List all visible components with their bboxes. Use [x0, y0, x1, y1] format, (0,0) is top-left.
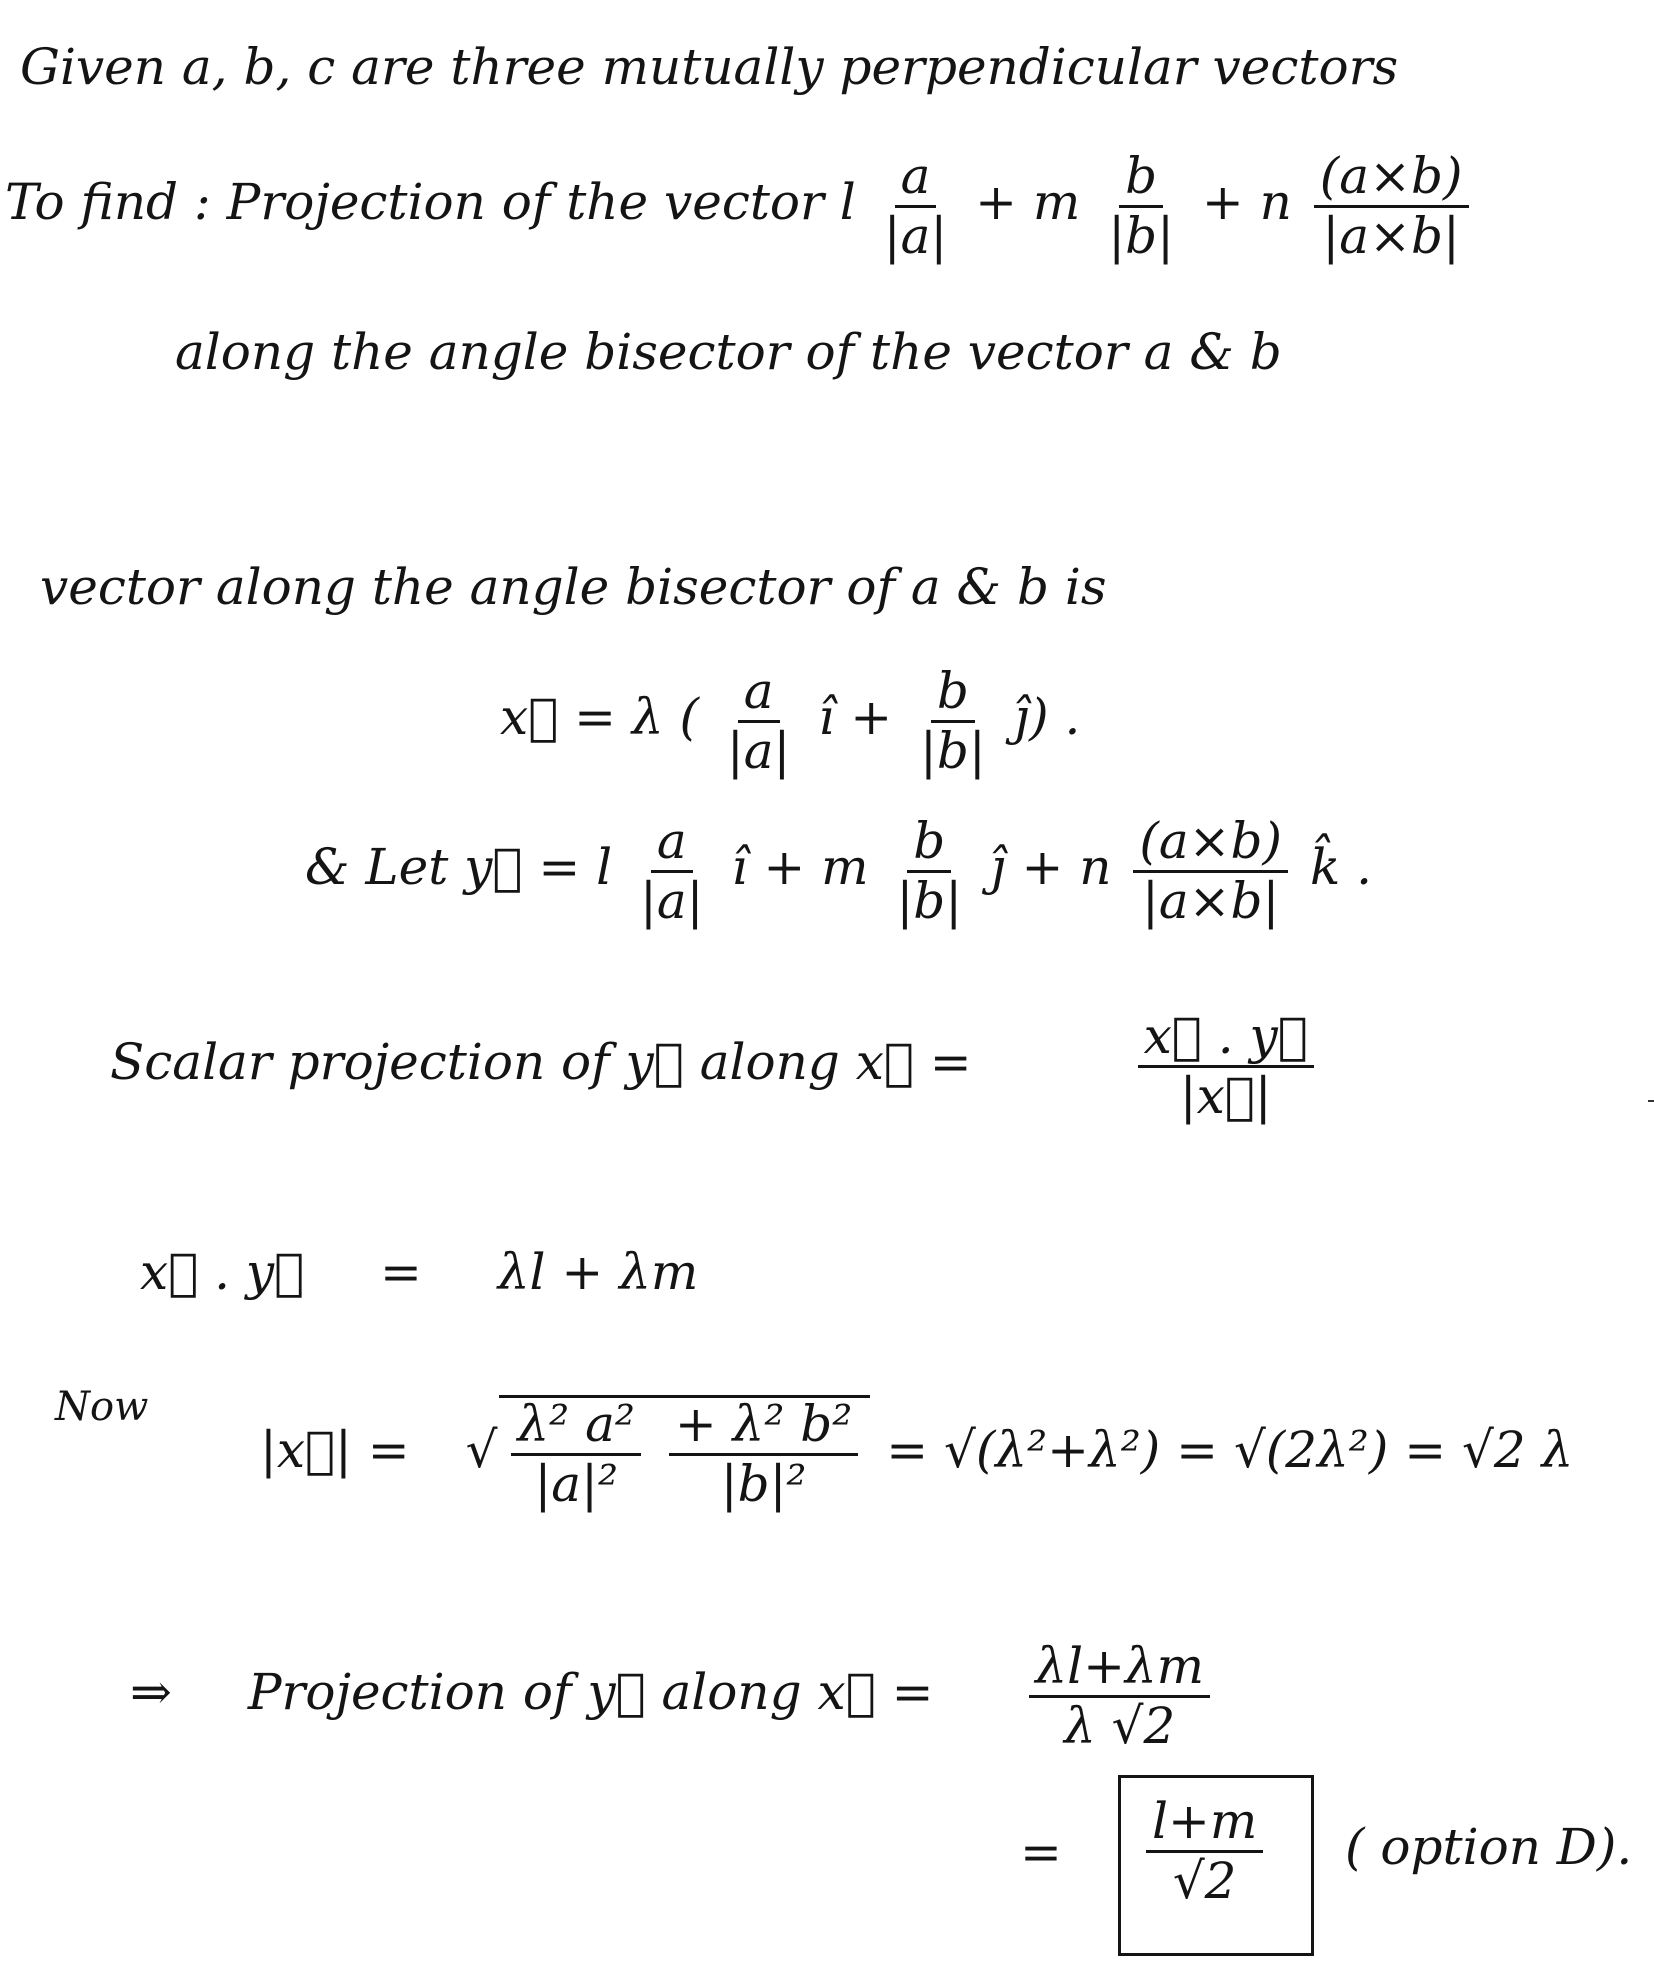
dot-lhs: x⃗ . y⃗ — [140, 1243, 305, 1301]
dot-rhs: λl + λm — [497, 1243, 699, 1301]
to-find-line — [5, 147, 1475, 265]
a-over-mod-a: $\frac{a}{|a|}$ — [883, 147, 948, 265]
answer-frac: $\frac{l+m}{√2}$ — [1146, 1795, 1263, 1907]
let-i: î + m — [731, 838, 869, 896]
scalar-projection-frac: $\frac{x⃗ . y⃗}{|x⃗|}$ — [1138, 1010, 1314, 1122]
along-line — [175, 325, 1282, 380]
margin-tick — [1648, 1100, 1654, 1102]
option-line — [1345, 1820, 1632, 1875]
x-i-hat: î + — [818, 688, 893, 746]
x-rhs-prefix: λ ( — [631, 688, 699, 746]
projection-frac: $\frac{\lambda l+\lambda m}{\lambda √2}$ — [1029, 1640, 1210, 1752]
dot-product-line — [140, 1245, 698, 1300]
dot-eq: = — [380, 1243, 422, 1301]
magnitude-lhs: |x⃗| = — [260, 1421, 410, 1479]
y-a-frac: $\frac{a}{|a|}$ — [640, 812, 704, 930]
to-find-text: Projection of the vector l — [226, 173, 856, 231]
x-vector-line — [500, 662, 1081, 780]
let-y-line — [305, 812, 1373, 930]
mag-term2: $\frac{\text{+ λ² b²}}{\text{|b|²}}$ — [669, 1398, 858, 1510]
now-label-line — [55, 1385, 148, 1429]
answer-eq: = — [1020, 1823, 1062, 1881]
along-text: along the angle bisector of the vector a & b — [175, 323, 1282, 381]
x-lhs: x⃗ = — [500, 688, 616, 746]
magnitude-rest: = √(λ²+λ²) = √(2λ²) = √2 λ — [886, 1421, 1574, 1479]
y-axb-frac: $\frac{(a\times b)}{|a\times b|}$ — [1133, 815, 1288, 927]
implies-arrow-icon: ⇒ — [130, 1663, 172, 1721]
projection-text: Projection of y⃗ along x⃗ = — [247, 1663, 934, 1721]
plus-n: + n — [1201, 173, 1292, 231]
bisector-intro-text: vector along the angle bisector of a & b is — [40, 558, 1107, 616]
x-b-frac: $\frac{b}{|b|}$ — [920, 662, 986, 780]
let-lhs: & Let y⃗ = l — [305, 838, 613, 896]
mag-term1: $\frac{\text{λ² a²}}{\text{|a|²}}$ — [511, 1398, 640, 1510]
projection-line — [130, 1637, 1216, 1755]
scalar-projection-line — [110, 1007, 1320, 1125]
let-j: ĵ + n — [990, 838, 1112, 896]
magnitude-radicand — [499, 1395, 870, 1513]
x-a-frac: $\frac{a}{|a|}$ — [726, 662, 791, 780]
x-j-hat: ĵ) . — [1013, 688, 1081, 746]
sqrt-icon: √ — [465, 1421, 498, 1479]
axb-over-mod-axb: $\frac{(a\times b)}{|a\times b|}$ — [1314, 150, 1469, 262]
answer-frac-line — [1140, 1792, 1269, 1910]
to-find-label: To find : — [5, 173, 211, 231]
plus-m: + m — [975, 173, 1081, 231]
now-label: Now — [55, 1384, 149, 1430]
magnitude-line — [260, 1395, 1574, 1513]
given-text: Given a, b, c are three mutually perpendicular vectors — [20, 38, 1399, 96]
bisector-intro-line — [40, 560, 1107, 615]
let-k: k̂ . — [1309, 838, 1373, 896]
b-over-mod-b: $\frac{b}{|b|}$ — [1108, 147, 1174, 265]
y-b-frac: $\frac{b}{|b|}$ — [896, 812, 963, 930]
option-text: ( option D). — [1345, 1818, 1633, 1876]
scalar-projection-text: Scalar projection of y⃗ along x⃗ = — [110, 1033, 972, 1091]
given-line — [20, 40, 1398, 95]
